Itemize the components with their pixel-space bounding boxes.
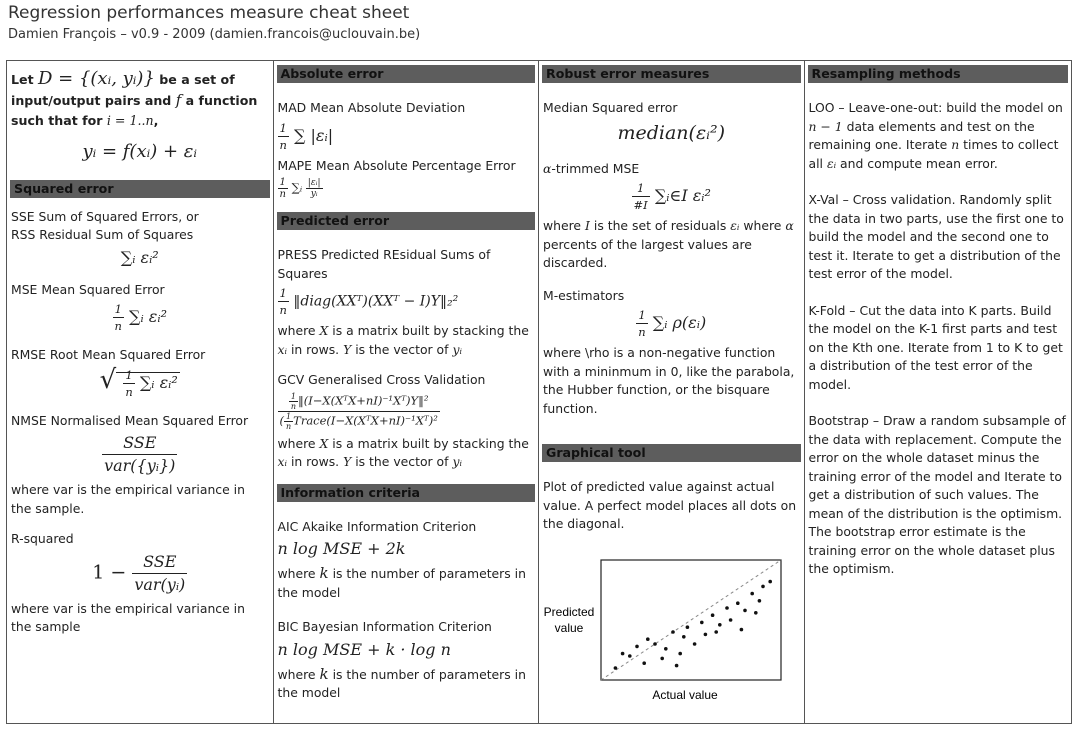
page-title: Regression performances measure cheat sheet	[8, 3, 410, 23]
trimmed-formula: $\frac{1}{\#I}$ ∑ᵢ∈I εᵢ²	[633, 181, 711, 212]
plot-point	[646, 637, 650, 641]
press-formula-wrap	[278, 285, 535, 318]
kfold-block	[809, 302, 1068, 395]
plot-point	[736, 601, 740, 605]
median-formula: median(εᵢ²)	[617, 121, 726, 144]
plot-point	[711, 613, 715, 617]
cheat-sheet-grid	[6, 60, 1072, 724]
rmse-label: RMSE Root Mean Squared Error	[11, 347, 206, 362]
bootstrap-text: Bootstrap – Draw a random subsample of the data with replacement. Compute the error on the whole dataset minus the training error of the model and Iterate to get a distribution of such values. The mean of the distribution is the optimism. The bootstrap error estimate is the training error on the whole dataset plus the optimism.	[808, 413, 1066, 576]
m-formula: ∑ᵢ ρ(εᵢ)	[652, 313, 707, 332]
xval-block	[809, 191, 1068, 284]
section-header-robust-error: Robust error measures	[542, 65, 801, 83]
plot-point	[653, 642, 657, 646]
loo-text: LOO – Leave-one-out: build the model on n − 1 data elements and test on the remaining one. Iterate n times to collect all εᵢ and compute mean error.	[808, 100, 1063, 171]
plot-point	[729, 618, 733, 622]
median-label: Median Squared error	[543, 100, 678, 115]
r2-block	[11, 530, 269, 637]
plot-xlabel: Actual value	[652, 688, 718, 702]
frac-den: n	[638, 325, 646, 339]
r2-den: var(yᵢ)	[134, 574, 186, 594]
section-header-squared-error: Squared error	[10, 180, 270, 198]
trimmed-label: α-trimmed MSE	[543, 160, 640, 176]
rss-label: RSS Residual Sum of Squares	[11, 227, 194, 242]
plot-point	[628, 654, 632, 658]
press-label: PRESS Predicted REsidual Sums of Squares	[277, 247, 491, 281]
section-header-absolute-error: Absolute error	[277, 65, 536, 83]
plot-point	[740, 628, 744, 632]
nmse-num: SSE	[102, 432, 177, 455]
rmse-block	[11, 346, 269, 400]
nmse-den: var({yᵢ})	[104, 456, 176, 475]
gcv-label: GCV Generalised Cross Validation	[277, 372, 486, 387]
mse-formula-wrap	[11, 301, 269, 334]
aic-block	[278, 518, 535, 603]
median-block	[543, 99, 800, 146]
frac-num: 1	[123, 367, 134, 384]
r2-one: 1 −	[92, 561, 127, 583]
m-formula-wrap	[543, 307, 800, 340]
column-1	[7, 61, 274, 723]
frac-den: n	[279, 189, 286, 200]
frac-den: n	[125, 384, 133, 399]
frac-num: 1	[113, 301, 124, 318]
plot-ylabel-1: Predicted	[543, 605, 595, 619]
frac-num: 1	[636, 307, 647, 324]
model-equation: yᵢ = f(xᵢ) + εᵢ	[82, 141, 198, 162]
mad-block	[278, 99, 535, 200]
page-subtitle: Damien François – v0.9 - 2009 (damien.francois@uclouvain.be)	[8, 27, 421, 42]
mape-num: |εᵢ|	[307, 178, 321, 188]
frac-num: 1	[278, 177, 288, 189]
mape-formula	[278, 177, 535, 200]
plot-point	[682, 635, 686, 639]
section-header-predicted-error: Predicted error	[277, 212, 536, 230]
column-4	[805, 61, 1072, 723]
mse-label: MSE Mean Squared Error	[11, 281, 165, 297]
mad-formula-wrap	[278, 120, 535, 153]
aic-formula: n log MSE + 2k	[277, 539, 406, 558]
intro-paragraph	[11, 69, 269, 131]
frac-num: 1	[278, 120, 289, 137]
plot-point	[768, 580, 772, 584]
column-2	[274, 61, 540, 723]
m-estimators-block	[543, 287, 800, 419]
loo-block	[809, 99, 1068, 173]
gcv-note: where X is a matrix built by stacking the xᵢ in rows. Y is the vector of yᵢ	[277, 435, 529, 469]
mad-formula: ∑ |εᵢ|	[294, 125, 334, 145]
frac-den: n	[114, 319, 122, 333]
mape-sum: ∑ᵢ	[291, 180, 303, 195]
m-note: where \rho is a non-negative function with a mininmum in 0, like the parabola, the Hubber function, or the bisquare function.	[543, 345, 795, 416]
intro-set: D = {(xᵢ, yᵢ)}	[37, 68, 155, 89]
r2-label: R-squared	[11, 531, 74, 546]
rmse-formula: ∑ᵢ εᵢ²	[139, 372, 178, 392]
kfold-text: K-Fold – Cut the data into K parts. Build the model on the K-1 first parts and test on the Kth one. Iterate from 1 to K to get a distribution of the test error of the model.	[808, 302, 1063, 392]
plot-point	[743, 609, 747, 613]
graph-text: Plot of predicted value against actual value. A perfect model places all dots on the diagonal.	[543, 479, 797, 531]
plot-point	[714, 630, 718, 634]
plot-point	[704, 633, 708, 637]
graphical-block	[543, 478, 800, 534]
r2-num: SSE	[132, 551, 187, 574]
mse-formula: ∑ᵢ εᵢ²	[129, 307, 167, 326]
intro-text-b: be a set of input/output pairs and	[11, 72, 235, 108]
r2-formula	[11, 551, 269, 596]
aic-note: where k is the number of parameters in the model	[277, 564, 526, 600]
bic-block	[278, 618, 535, 703]
sqrt-icon: √	[99, 364, 117, 395]
plot-point	[693, 642, 697, 646]
mape-label: MAPE Mean Absolute Percentage Error	[277, 157, 516, 173]
plot-point	[664, 647, 668, 651]
section-header-graphical-tool: Graphical tool	[542, 444, 801, 462]
nmse-note: where var is the empirical variance in the sample.	[11, 482, 245, 516]
nmse-block	[11, 412, 269, 519]
bic-note: where k is the number of parameters in the model	[277, 664, 526, 700]
gcv-block	[278, 371, 535, 472]
plot-ylabel-2: value	[554, 621, 584, 635]
plot-point	[758, 599, 762, 603]
section-header-information-criteria: Information criteria	[277, 484, 536, 502]
diagonal-line	[601, 560, 781, 680]
intro-text-d: ,	[153, 113, 159, 128]
mape-den: yᵢ	[310, 189, 318, 199]
bic-formula: n log MSE + k · log n	[277, 639, 451, 659]
press-note: where X is a matrix built by stacking the xᵢ in rows. Y is the vector of yᵢ	[277, 323, 529, 357]
aic-label: AIC Akaike Information Criterion	[277, 518, 477, 534]
column-3	[539, 61, 805, 723]
plot-point	[700, 621, 704, 625]
plot-point	[660, 657, 664, 661]
sse-label: SSE Sum of Squared Errors, or	[11, 208, 199, 224]
plot-point	[725, 606, 729, 610]
plot-point	[678, 652, 682, 656]
intro-i: i = 1..n	[106, 113, 154, 128]
intro-f: f	[175, 91, 182, 109]
mad-label: MAD Mean Absolute Deviation	[277, 100, 466, 115]
section-header-resampling: Resampling methods	[808, 65, 1069, 83]
rmse-formula-wrap	[11, 364, 269, 400]
plot-point	[686, 625, 690, 629]
r2-note: where var is the empirical variance in the sample	[11, 600, 245, 634]
plot-point	[761, 585, 765, 589]
m-label: M-estimators	[543, 287, 625, 303]
bic-label: BIC Bayesian Information Criterion	[277, 619, 492, 634]
intro-text-c: a function such that for	[11, 93, 258, 128]
plot-point	[750, 592, 754, 596]
plot-point	[621, 652, 625, 656]
frac-den: n	[279, 137, 287, 152]
scatter-plot-svg	[539, 556, 801, 708]
press-formula: ‖diag(XXᵀ)(XXᵀ − I)Y‖₂²	[293, 293, 459, 310]
mse-block	[11, 281, 269, 335]
trimmed-note: where I is the set of residuals εᵢ where α percents of the largest values are discarded.	[543, 218, 794, 270]
xval-text: X-Val – Cross validation. Randomly split the data in two parts, use the first one to build the model and the second one to test it. Iterate to get a distribution of the test error of the model.	[808, 192, 1064, 281]
plot-point	[635, 645, 639, 649]
frac-den: n	[279, 303, 287, 317]
sse-formula: ∑ᵢ εᵢ²	[120, 247, 159, 267]
predicted-vs-actual-plot	[539, 556, 801, 708]
plot-point	[754, 611, 758, 615]
gcv-formula: $\frac{1}{n}$ ‖(I−X(XᵀX+nI)⁻¹Xᵀ)Y‖² ( $\frac{1}{n}$ Trace(I−X(XᵀX+nI)⁻¹Xᵀ)²	[279, 391, 438, 431]
intro-text-a: Let	[11, 72, 34, 87]
plot-point	[614, 666, 618, 670]
sse-block	[11, 208, 269, 269]
plot-point	[718, 623, 722, 627]
plot-point	[642, 661, 646, 665]
nmse-label: NMSE Normalised Mean Squared Error	[11, 412, 249, 428]
plot-point	[675, 664, 679, 668]
plot-point	[671, 630, 675, 634]
trimmed-block	[543, 160, 800, 273]
frac-num: 1	[278, 285, 289, 302]
press-block	[278, 246, 535, 359]
nmse-formula	[11, 432, 269, 477]
bootstrap-block	[809, 412, 1068, 579]
